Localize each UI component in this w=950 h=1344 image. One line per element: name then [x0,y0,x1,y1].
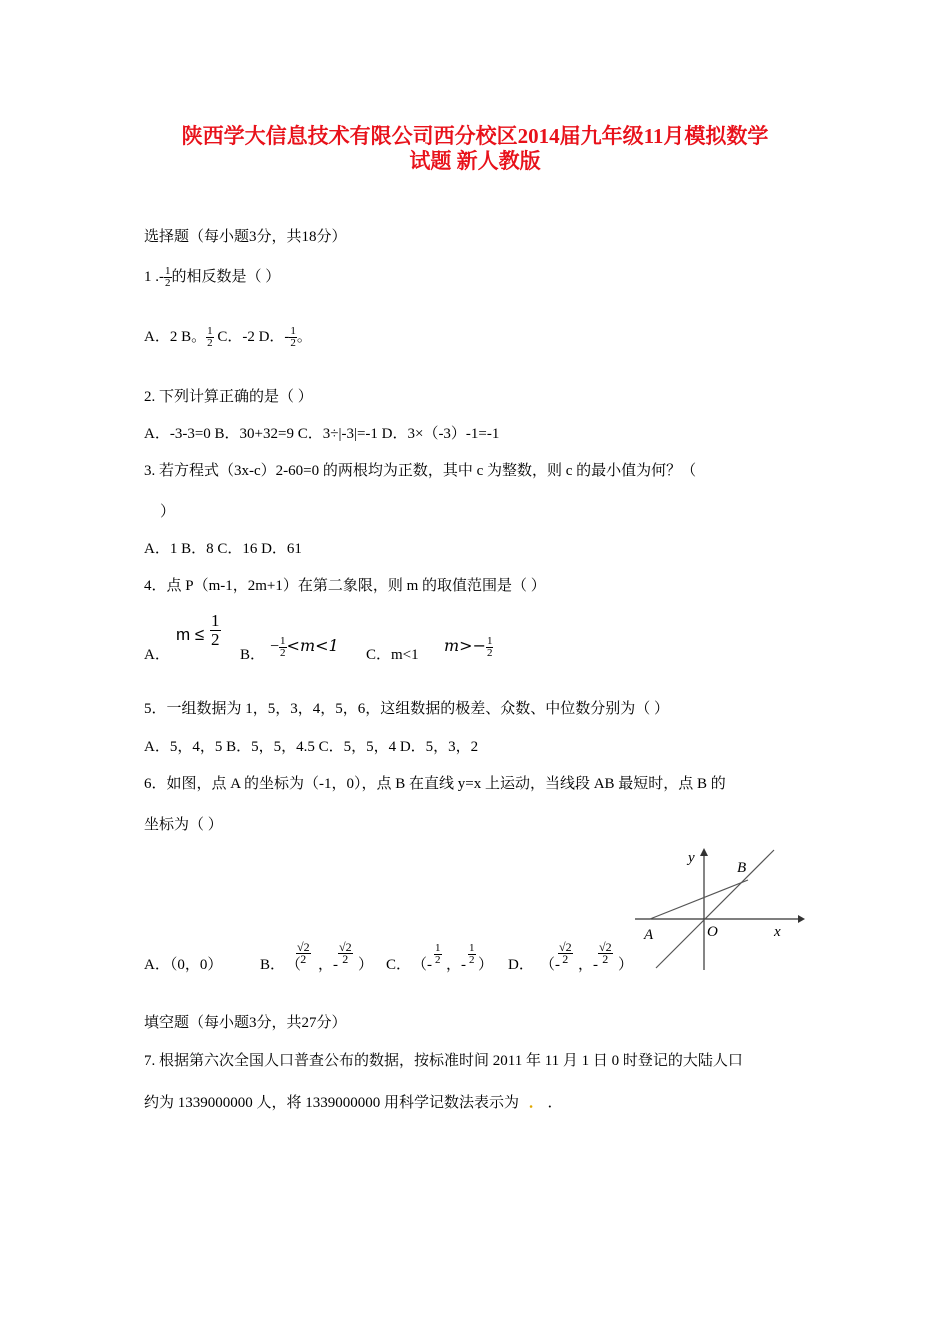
q4-b-pre: − [270,638,280,656]
question-7-line-2 [144,1094,563,1112]
q6-c-frac-1 [434,943,442,966]
question-2 [144,388,313,406]
question-5: 5．一组数据为 1，5，3，4，5，6，这组数据的极差、众数、中位数分别为（ ） [144,701,670,717]
q4-option-d-expr [444,636,493,659]
q6-b2-num: √2 [339,940,352,954]
q1-suffix: 的相反数是（ ） [171,268,281,285]
title-line-2: 试题 新人教版 [409,149,541,173]
figure-label-a: A [644,927,654,943]
question-1-options [144,326,312,349]
q1-option-d-fraction [289,326,297,349]
q6-option-b-comma: ，- [318,957,338,973]
q6-c1-num: 1 [435,942,441,954]
q6-d2-den: 2 [602,952,609,966]
q1-d-num: 1 [290,325,296,337]
q4-d-pre: m>− [444,636,486,656]
q6-option-b-label: B． [260,957,286,973]
q7-answer-blank: ． [528,1095,544,1111]
q6-d2-num: √2 [599,940,612,954]
q6-option-d-label: D． [508,957,534,973]
question-1 [144,266,280,289]
question-7: 7. 根据第六次全国人口普查公布的数据，按标准时间 2011 年 11 月 1 日 0 时登记的大陆人口 [144,1053,743,1069]
title-line-1: 陕西学大信息技术有限公司西分校区2014届九年级11月模拟数学 [181,124,769,148]
q6-c-frac-2 [468,943,476,966]
figure-label-x: x [774,924,781,940]
q4-d-fraction [486,636,494,659]
q6-b-frac-1 [296,942,311,965]
question-4: 4．点 P（m-1，2m+1）在第二象限，则 m 的取值范围是（ ） [144,578,546,594]
q4-d-den: 2 [486,647,493,659]
q1-option-end: 。 [296,328,312,345]
q6-b-frac-2 [338,942,353,965]
q6-option-d-comma: ，- [578,957,598,973]
q4-option-a-label: A． [144,647,170,663]
q6-option-c-label: C． [386,957,412,973]
figure-label-y: y [688,850,695,866]
q4-option-a-fraction [210,612,221,649]
q6-option-d-paren-close: ） [618,957,634,973]
q1-b-num: 1 [207,325,213,337]
question-6: 6．如图，点 A 的坐标为（-1，0），点 B 在直线 y=x 上运动，当线段 AB 最短时，点 B 的 [144,776,726,792]
q4-d-num: 1 [486,635,493,647]
question-6-line-2: 坐标为（ ） [144,817,223,833]
q6-option-b-paren-open: （ [286,957,302,973]
q1-frac-den: 2 [165,277,171,289]
q6-b2-den: 2 [342,952,349,966]
q4-a-den: 2 [211,630,220,649]
question-3-options: A．1 B．8 C．16 D．61 [144,541,302,557]
q6-b1-den: 2 [300,952,307,966]
q4-option-a-expr: m ≤ [176,625,205,644]
q6-option-b-paren-close: ） [358,957,374,973]
q6-b1-num: √2 [297,940,310,954]
q4-b-fraction [279,636,287,659]
q1-option-b-fraction [206,326,214,349]
question-3-end: ） [160,504,176,520]
q2-stem-b: 确的是（ ） [234,389,313,405]
q1-option-c: C．-2 D．- [213,328,290,345]
q4-option-b-label: B． [240,647,266,663]
q1-prefix: 1 .- [144,268,164,285]
coordinate-figure [630,842,810,972]
section-fill-heading: 填空题（每小题3分，共27分） [144,1015,347,1031]
q4-b-den: 2 [280,647,286,659]
q6-option-a: A．（0，0） [144,957,223,973]
q6-option-c-comma: ，- [446,957,466,973]
question-6-options [144,940,644,974]
q6-d1-den: 2 [562,952,569,966]
q6-d-frac-1 [558,942,573,965]
y-axis-arrow [700,848,708,856]
x-axis-arrow [798,915,805,923]
q7-line-2-text: 约为 1339000000 人，将 1339000000 用科学记数法表示为 [144,1095,520,1111]
figure-label-b: B [737,860,747,876]
q6-option-c-paren-open: （- [412,957,432,973]
q4-b-post: <m<1 [286,636,339,656]
question-5-options: A．5，4，5 B．5，5，4.5 C．5，5，4 D．5，3，2 [144,739,479,755]
q1-d-den: 2 [290,337,296,349]
q7-end: ． [543,1095,563,1111]
section-choice-heading: 选择题（每小题3分，共18分） [144,229,347,245]
q4-b-num: 1 [280,635,286,647]
q6-d1-num: √2 [559,940,572,954]
q4-option-c: C．m<1 [366,647,419,663]
q4-a-num: 1 [211,611,220,630]
q1-b-den: 2 [207,337,213,349]
q1-fraction [164,266,172,289]
q6-option-c-paren-close: ） [478,957,494,973]
segment-ab [650,880,748,919]
q2-stem-a: 2. 下列计算正 [144,389,235,405]
q6-option-d-paren-open: （- [540,957,560,973]
figure-label-o: O [707,924,718,940]
q1-option-a: A．2 B。 [144,328,207,345]
q6-d-frac-2 [598,942,613,965]
q6-c2-den: 2 [469,954,475,966]
q1-frac-num: 1 [165,265,171,277]
q4-option-b-expr [270,636,339,659]
page-title [60,124,890,174]
question-2-options: A．-3-3=0 B．30+32=9 C．3÷|-3|=-1 D．3×（-3）-1=-1 [144,426,500,442]
q6-c1-den: 2 [435,954,441,966]
question-3: 3. 若方程式（3x-c）2-60=0 的两根均为正数，其中 c 为整数，则 c 的最小值为何？（ [144,463,697,479]
q6-c2-num: 1 [469,942,475,954]
